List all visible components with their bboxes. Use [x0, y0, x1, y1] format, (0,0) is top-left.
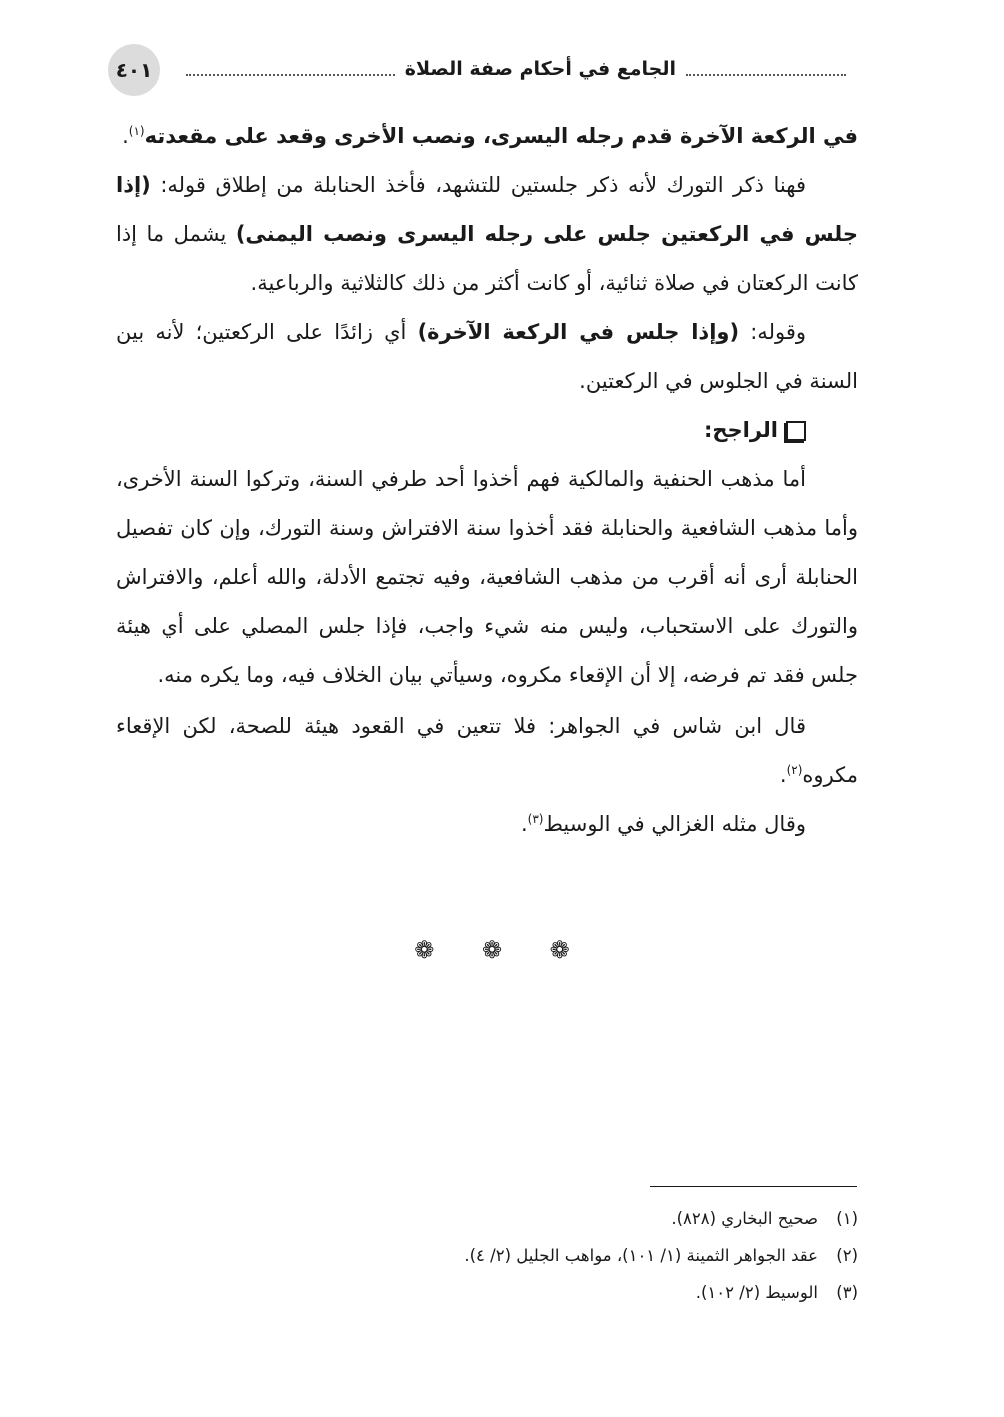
footnote-ref-2[interactable]: (٢)	[786, 763, 803, 777]
paragraph-2-text: فهنا ذكر التورك لأنه ذكر جلستين للتشهد، فأخذ الحنابلة من إطلاق قوله:	[160, 173, 806, 197]
footnote-1	[116, 1200, 858, 1237]
period: .	[520, 812, 528, 836]
paragraph-6-text: وقال مثله الغزالي في الوسيط	[543, 812, 806, 836]
title-leader-dots-left	[186, 62, 395, 76]
footnotes	[116, 1200, 858, 1311]
footnote-ref-3[interactable]: (٣)	[527, 812, 544, 826]
footnote-ref-1[interactable]: (١)	[128, 124, 145, 138]
page-header	[108, 44, 856, 102]
paragraph-3-quote: (وإذا جلس في الركعة الآخرة)	[417, 320, 740, 344]
page-number-badge	[108, 44, 160, 96]
running-title	[176, 54, 856, 84]
title-leader-dots-right	[686, 62, 846, 76]
footnote-3	[116, 1274, 858, 1311]
footnote-text: صحيح البخاري (٨٢٨).	[671, 1209, 818, 1228]
footnote-number: (١)	[836, 1209, 858, 1228]
paragraph-3	[116, 308, 858, 406]
paragraph-2	[116, 161, 858, 308]
footnote-number: (٢)	[836, 1246, 858, 1265]
running-title-text: الجامع في أحكام صفة الصلاة	[404, 58, 676, 80]
paragraph-5	[116, 702, 858, 800]
paragraph-2-rest: يشمل ما إذا كانت الركعتان في صلاة ثنائية، أو كانت أكثر من ذلك كالثلاثية والرباعية.	[116, 222, 858, 295]
checkbox-square-icon	[786, 421, 806, 441]
paragraph-1	[116, 112, 858, 161]
section-end-ornaments: ❁ ❁ ❁	[414, 936, 590, 964]
paragraph-3-rest: أي زائدًا على الركعتين؛ لأنه بين السنة في الجلوس في الركعتين.	[116, 320, 858, 393]
main-text	[116, 112, 858, 849]
paragraph-4: أما مذهب الحنفية والمالكية فهم أخذوا أحد طرفي السنة، وتركوا السنة الأخرى، وأما مذهب الشافعية والحنابلة فقد أخذوا سنة الافتراش وسنة التورك، وإن كان تفصيل الحنابلة أرى أنه أقرب من مذهب الشافعية، وفيه تجتمع الأدلة، والله أعلم، والافتراش والتورك على الاستحباب، وليس منه شيء واجب، فإذا جلس المصلي على أي هيئة جلس فقد تم فرضه، إلا أن الإقعاء مكروه، وسيأتي بيان الخلاف فيه، وما يكره منه.	[116, 467, 858, 687]
period: .	[122, 124, 129, 148]
footnote-text: الوسيط (٢/ ١٠٢).	[695, 1283, 818, 1302]
paragraph-3-start: وقوله:	[750, 320, 806, 344]
paragraph-6	[116, 800, 858, 849]
period: .	[779, 763, 787, 787]
paragraph-2-quote: (إذا جلس في الركعتين جلس على رجله اليسرى ونصب اليمنى)	[116, 173, 858, 246]
footnote-2	[116, 1237, 858, 1274]
page-number: ٤٠١	[115, 58, 153, 82]
paragraph-5-text: قال ابن شاس في الجواهر: فلا تتعين في القعود هيئة للصحة، لكن الإقعاء مكروه	[116, 714, 858, 787]
footnote-text: عقد الجواهر الثمينة (١/ ١٠١)، مواهب الجليل (٢/ ٤).	[464, 1246, 818, 1265]
hadith-text: في الركعة الآخرة قدم رجله اليسرى، ونصب الأخرى وقعد على مقعدته	[144, 124, 858, 148]
footnote-separator	[650, 1186, 857, 1187]
section-heading-text: الراجح:	[703, 418, 778, 442]
section-heading	[116, 406, 858, 455]
footnote-number: (٣)	[836, 1283, 858, 1302]
